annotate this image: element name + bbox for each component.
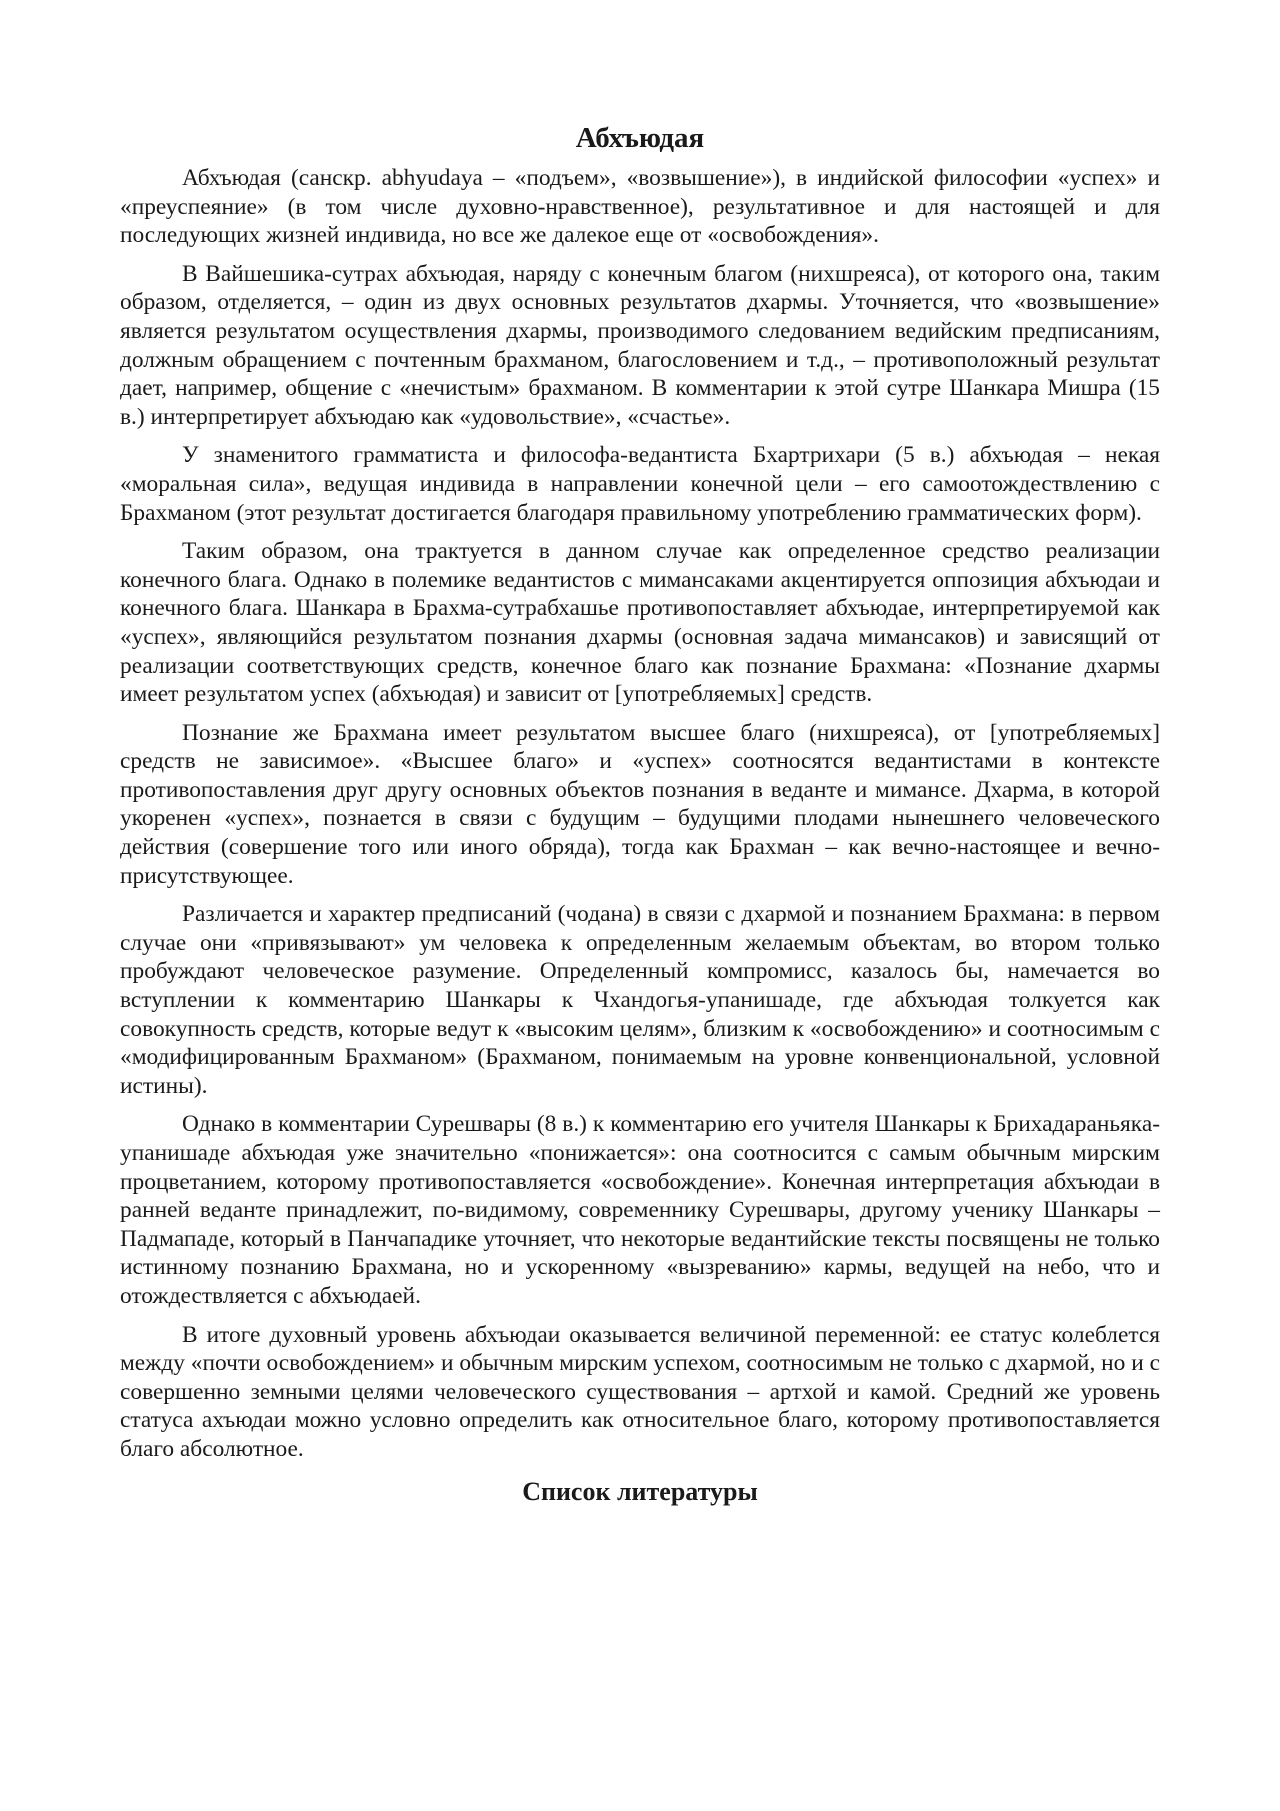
paragraph: Таким образом, она трактуется в данном случае как определенное средство реализации конечного блага. Однако в полемике ведантистов с мимансаками акцентируется оппозиция абхъюдаи и конечного блага. Шанкара в Брахма-сутрабхашье противопоставляет абхъюдае, интерпретируемой как «успех», являющийся результатом познания дхармы (основная задача мимансаков) и зависящий от реализации соответствующих средств, конечное благо как познание Брахмана: «Познание дхармы имеет результатом успех (абхъюдая) и зависит от [употребляемых] средств.	[120, 538, 1160, 708]
references-heading: Список литературы	[522, 1476, 758, 1506]
document-title: Абхъюдая	[575, 122, 705, 154]
paragraph: Однако в комментарии Сурешвары (8 в.) к комментарию его учителя Шанкары к Брихадараньяка-упанишаде абхъюдая уже значительно «понижается»: она соотносится с самым обычным мирским процветанием, которому противопоставляется «освобождение». Конечная интерпретация абхъюдаи в ранней веданте принадлежит, по-видимому, современнику Сурешвары, другому ученику Шанкары – Падмападе, который в Панчападике уточняет, что некоторые ведантийские тексты посвящены не только истинному познанию Брахмана, но и ускоренному «вызреванию» кармы, ведущей на небо, что и отождествляется с абхъюдаей.	[120, 1111, 1160, 1309]
paragraph: В Вайшешика-сутрах абхъюдая, наряду с конечным благом (нихшреяса), от которого она, таким образом, отделяется, – один из двух основных результатов дхармы. Уточняется, что «возвышение» является результатом осуществления дхармы, производимого следованием ведийским предписаниям, должным обращением с почтенным брахманом, благословением и т.д., – противоположный результат дает, например, общение с «нечистым» брахманом. В комментарии к этой сутре Шанкара Мишра (15 в.) интерпретирует абхъюдаю как «удовольствие», «счастье».	[120, 260, 1160, 430]
paragraph: В итоге духовный уровень абхъюдаи оказывается величиной переменной: ее статус колеблется между «почти освобождением» и обычным мирским успехом, соотносимым не только с дхармой, но и с совершенно земными целями человеческого существования – артхой и камой. Средний же уровень статуса ахъюдаи можно условно определить как относительное благо, которому противопоставляется благо абсолютное.	[120, 1321, 1160, 1462]
paragraph: Различается и характер предписаний (чодана) в связи с дхармой и познанием Брахмана: в первом случае они «привязывают» ум человека к определенным желаемым объектам, во втором только пробуждают человеческое разумение. Определенный компромисс, казалось бы, намечается во вступлении к комментарию Шанкары к Чхандогья-упанишаде, где абхъюдая толкуется как совокупность средств, которые ведут к «высоким целям», близким к «освобождению» и соотносимым с «модифицированным Брахманом» (Брахманом, понимаемым на уровне конвенциональной, условной истины).	[120, 901, 1160, 1099]
paragraph: Познание же Брахмана имеет результатом высшее благо (нихшреяса), от [употребляемых] средств не зависимое». «Высшее благо» и «успех» соотносятся ведантистами в контексте противопоставления друг другу основных объектов познания в веданте и мимансе. Дхарма, в которой укоренен «успех», познается в связи с будущим – будущими плодами нынешнего человеческого действия (совершение того или иного обряда), тогда как Брахман – как вечно-настоящее и вечно-присутствующее.	[120, 719, 1160, 889]
document-body	[120, 118, 1160, 1510]
paragraph: У знаменитого грамматиста и философа-ведантиста Бхартрихари (5 в.) абхъюдая – некая «моральная сила», ведущая индивида в направлении конечной цели – его самоотождествлению с Брахманом (этот результат достигается благодаря правильному употреблению грамматических форм).	[120, 442, 1160, 526]
paragraph: Абхъюдая (санскр. abhyudaya – «подъем», «возвышение»), в индийской философии «успех» и «преуспеяние» (в том числе духовно-нравственное), результативное и для настоящей и для последующих жизней индивида, но все же далекое еще от «освобождения».	[120, 165, 1160, 249]
